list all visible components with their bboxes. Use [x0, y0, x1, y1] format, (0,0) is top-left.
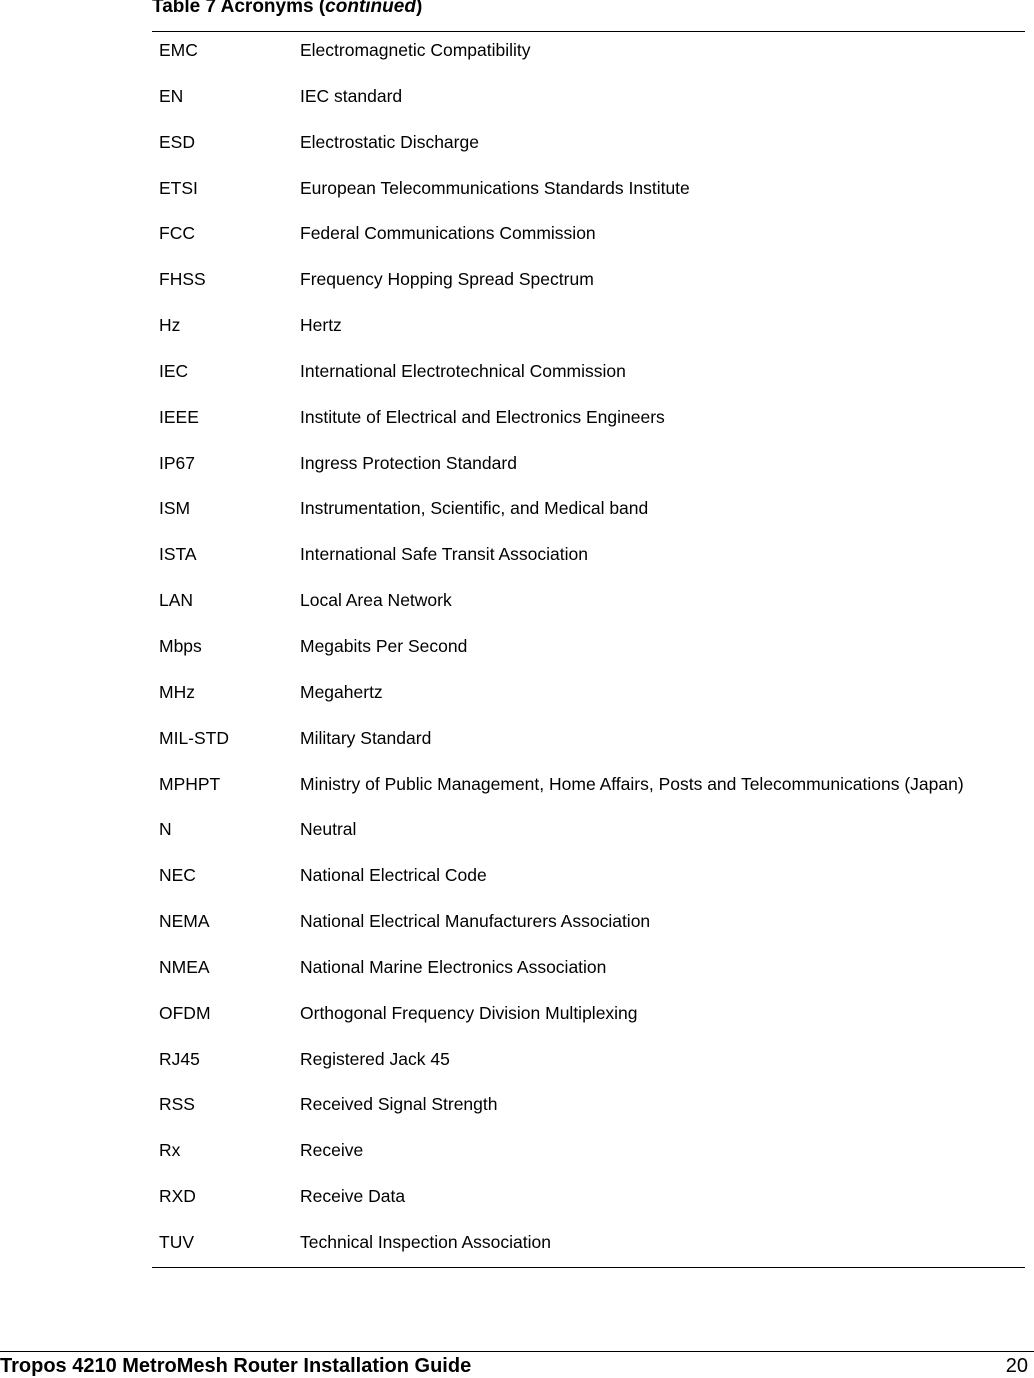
table-caption [152, 0, 422, 18]
acronym: ISTA [159, 544, 197, 565]
acronym: FHSS [159, 269, 206, 290]
table-row [152, 590, 1025, 645]
footer-rule [0, 1351, 1034, 1352]
acronym: ETSI [159, 177, 198, 198]
acronym: MPHPT [159, 773, 221, 794]
table-row [152, 1231, 1025, 1287]
page-number: 20 [1005, 1355, 1028, 1377]
acronym: Mbps [159, 635, 202, 656]
table-row [152, 681, 1025, 737]
acronym: NEC [159, 865, 196, 886]
acronym: MIL-STD [159, 727, 229, 748]
acronym-definition: Ingress Protection Standard [300, 452, 517, 473]
acronym-definition: Military Standard [300, 727, 432, 748]
acronym: RSS [159, 1094, 195, 1115]
table-row [152, 544, 1025, 599]
acronym: TUV [159, 1231, 194, 1252]
acronym-definition: Registered Jack 45 [300, 1048, 450, 1069]
table-row [152, 1048, 1025, 1104]
table-row [152, 1002, 1025, 1058]
acronym-definition: European Telecommunications Standards Institute [300, 177, 690, 198]
acronym-definition: Ministry of Public Management, Home Affairs, Posts and Telecommunications (Japan) [300, 773, 964, 794]
table-row [152, 635, 1025, 691]
caption-suffix: ) [415, 0, 423, 17]
acronym: ISM [159, 498, 191, 519]
acronym-definition: National Marine Electronics Association [300, 956, 607, 977]
acronym-definition: Electrostatic Discharge [300, 131, 479, 152]
acronym-definition: Local Area Network [300, 590, 452, 611]
acronym: IP67 [159, 452, 195, 473]
table-row [152, 1186, 1025, 1241]
acronym: EN [159, 85, 184, 106]
acronym: MHz [159, 681, 195, 702]
acronym: OFDM [159, 1002, 211, 1023]
acronym: EMC [159, 40, 198, 60]
table-row [152, 819, 1025, 874]
acronym: LAN [159, 590, 194, 611]
acronym: NEMA [159, 911, 210, 932]
table-row [152, 40, 1025, 95]
acronym-definition: Frequency Hopping Spread Spectrum [300, 269, 594, 290]
acronym-definition: Received Signal Strength [300, 1094, 498, 1115]
table-row [152, 773, 1025, 829]
footer-title: Tropos 4210 MetroMesh Router Installation Guide [0, 1355, 472, 1377]
acronym-definition: Electromagnetic Compatibility [300, 40, 531, 60]
acronym: RXD [159, 1186, 196, 1207]
table-row [152, 269, 1025, 324]
acronym: Hz [159, 315, 181, 336]
caption-italic: continued [325, 0, 416, 17]
acronym-definition: Technical Inspection Association [300, 1231, 551, 1252]
acronym: IEEE [159, 406, 199, 427]
acronym: ESD [159, 131, 195, 152]
acronym: NMEA [159, 956, 210, 977]
acronym-definition: Orthogonal Frequency Division Multiplexing [300, 1002, 638, 1023]
caption-prefix: Table 7 Acronyms ( [152, 0, 326, 17]
acronym-definition: Megahertz [300, 681, 383, 702]
acronym-definition: Receive [300, 1140, 364, 1161]
table-bottom-rule [152, 1267, 1025, 1268]
table-row [152, 1094, 1025, 1149]
table-top-rule [152, 31, 1025, 32]
acronym-definition: Megabits Per Second [300, 635, 468, 656]
acronym-definition: National Electrical Code [300, 865, 487, 886]
table-row [152, 1140, 1025, 1195]
acronym: RJ45 [159, 1048, 200, 1069]
acronym: Rx [159, 1140, 181, 1161]
acronym: IEC [159, 360, 189, 381]
acronym-definition: Federal Communications Commission [300, 223, 596, 244]
table-row [152, 85, 1025, 141]
table-row [152, 406, 1025, 462]
acronym-definition: International Safe Transit Association [300, 544, 588, 565]
acronym-definition: Institute of Electrical and Electronics Engineers [300, 406, 665, 427]
acronym-definition: Instrumentation, Scientific, and Medical band [300, 498, 649, 519]
acronym-definition: International Electrotechnical Commission [300, 360, 626, 381]
table-row [152, 498, 1025, 553]
acronym: FCC [159, 223, 195, 244]
acronym-table [152, 40, 1025, 1287]
acronym-definition: Hertz [300, 315, 342, 336]
acronym-definition: National Electrical Manufacturers Association [300, 911, 651, 932]
acronym-definition: IEC standard [300, 85, 403, 106]
acronym: N [159, 819, 172, 840]
acronym-definition: Receive Data [300, 1186, 406, 1207]
acronym-definition: Neutral [300, 819, 357, 840]
